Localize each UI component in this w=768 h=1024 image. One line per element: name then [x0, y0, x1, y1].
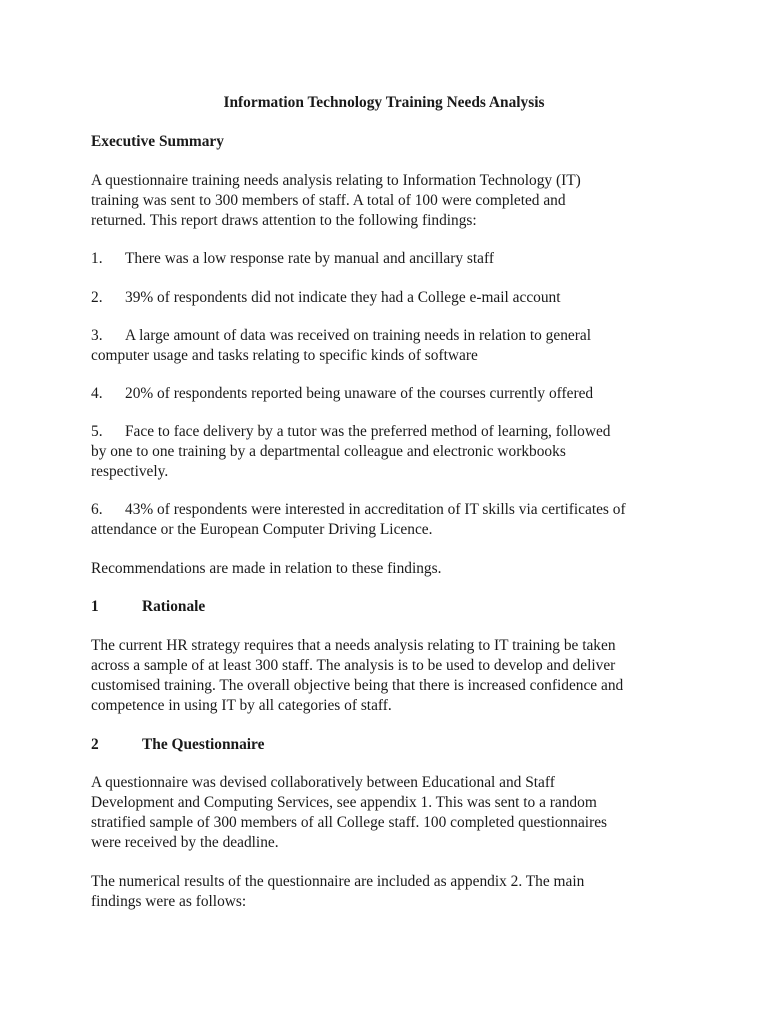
- document-title: Information Technology Training Needs Analysis: [223, 94, 545, 111]
- finding-line: respectively.: [91, 463, 169, 480]
- finding-line: Face to face delivery by a tutor was the preferred method of learning, followed: [125, 423, 611, 440]
- finding-line: 43% of respondents were interested in accreditation of IT skills via certificates of: [125, 501, 626, 518]
- intro-line: returned. This report draws attention to the following findings:: [91, 212, 477, 229]
- paragraph-line: Development and Computing Services, see appendix 1. This was sent to a random: [91, 794, 597, 811]
- finding-line: by one to one training by a departmental colleague and electronic workbooks: [91, 443, 566, 460]
- rationale-paragraph: [91, 636, 691, 716]
- finding-number: 4.: [91, 385, 103, 402]
- paragraph-line: findings were as follows:: [91, 893, 247, 910]
- executive-summary-heading: Executive Summary: [91, 133, 224, 150]
- finding-number: 6.: [91, 501, 103, 518]
- finding-item: [91, 326, 691, 366]
- recommendations-text: Recommendations are made in relation to these findings.: [91, 560, 442, 577]
- executive-summary-intro: [91, 171, 691, 231]
- intro-line: training was sent to 300 members of staff. A total of 100 were completed and: [91, 192, 566, 209]
- paragraph-line: customised training. The overall objective being that there is increased confidence and: [91, 677, 624, 694]
- finding-number: 5.: [91, 423, 103, 440]
- section-heading-rationale: [91, 597, 691, 617]
- finding-line: 20% of respondents reported being unaware of the courses currently offered: [125, 385, 594, 402]
- finding-item: [91, 384, 691, 404]
- paragraph-line: stratified sample of 300 members of all College staff. 100 completed questionnaires: [91, 814, 608, 831]
- section-heading-questionnaire: [91, 735, 691, 755]
- finding-number: 1.: [91, 250, 103, 267]
- section-title: Rationale: [142, 598, 206, 615]
- questionnaire-paragraph: [91, 773, 691, 853]
- finding-line: 39% of respondents did not indicate they had a College e-mail account: [125, 289, 561, 306]
- finding-line: computer usage and tasks relating to specific kinds of software: [91, 347, 478, 364]
- finding-number: 2.: [91, 289, 103, 306]
- section-number: 1: [91, 598, 99, 615]
- finding-item: [91, 288, 691, 308]
- finding-item: [91, 422, 691, 482]
- paragraph-line: The numerical results of the questionnaire are included as appendix 2. The main: [91, 873, 585, 890]
- paragraph-line: competence in using IT by all categories of staff.: [91, 697, 392, 714]
- finding-number: 3.: [91, 327, 103, 344]
- intro-line: A questionnaire training needs analysis relating to Information Technology (IT): [91, 172, 581, 189]
- paragraph-line: The current HR strategy requires that a needs analysis relating to IT training be taken: [91, 637, 616, 654]
- results-paragraph: [91, 872, 691, 912]
- paragraph-line: A questionnaire was devised collaboratively between Educational and Staff: [91, 774, 555, 791]
- finding-item: [91, 500, 691, 540]
- finding-line: A large amount of data was received on training needs in relation to general: [125, 327, 591, 344]
- finding-line: There was a low response rate by manual and ancillary staff: [125, 250, 494, 267]
- finding-line: attendance or the European Computer Driving Licence.: [91, 521, 433, 538]
- section-title: The Questionnaire: [142, 736, 265, 753]
- section-number: 2: [91, 736, 99, 753]
- paragraph-line: were received by the deadline.: [91, 834, 279, 851]
- finding-item: [91, 249, 691, 269]
- paragraph-line: across a sample of at least 300 staff. The analysis is to be used to develop and deliver: [91, 657, 616, 674]
